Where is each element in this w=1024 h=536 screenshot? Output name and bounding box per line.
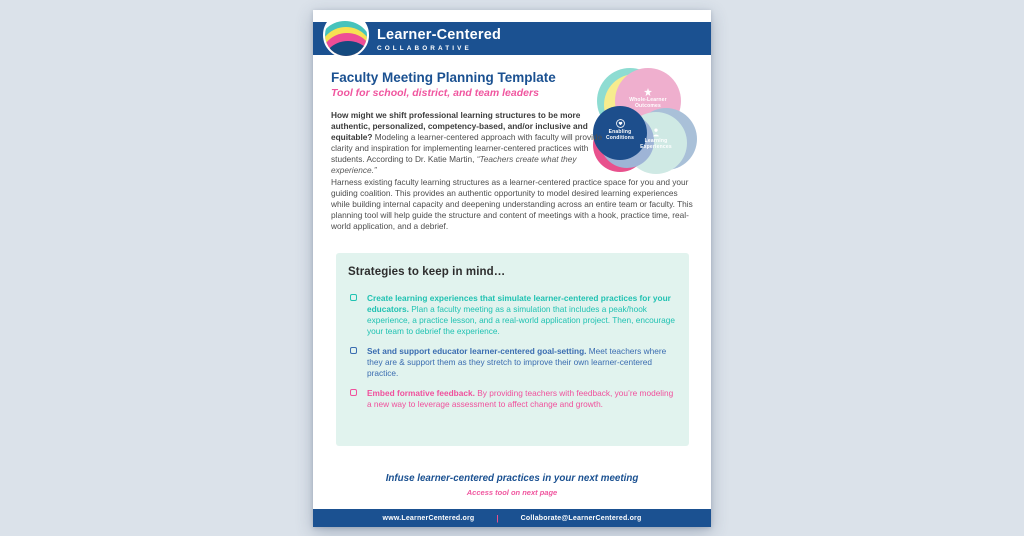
cta-subline: Access tool on next page (466, 488, 558, 497)
brand-name: Learner-Centered (377, 27, 502, 43)
brand-wordmark (377, 28, 501, 52)
page-title: Faculty Meeting Planning Template (331, 70, 556, 85)
strategy-text: Embed formative feedback. By providing teachers with feedback, you’re modeling a new way to leverage assessment to affect change and growth. (367, 387, 674, 409)
strategy-text: Create learning experiences that simulate learner-centered practices for your educators. Plan a faculty meeting as a simulation that includes a peak/hook experience, a practice lesson, and a real-world application project. Then, encourage your team to debrief the experience. (367, 293, 675, 336)
intro-body: Modeling a learner-centered approach with faculty will provide clarity and inspiration for implementing learner-centered practices with students. According to Dr. Katie Martin, (331, 132, 603, 165)
learner-centered-logo-icon (323, 12, 369, 58)
star-icon (644, 88, 652, 96)
strategies-box (336, 253, 689, 446)
venn-label-outcomes: Whole-Learner Outcomes (615, 88, 681, 110)
intro-question: How might we shift professional learning structures to be more authentic, personalized, competency-based, and/or inclusive and equitable? (331, 110, 588, 143)
strategies-list (348, 293, 679, 418)
checkbox-icon (350, 294, 357, 301)
strategy-text: Set and support educator learner-centered goal-setting. Meet teachers where they are & support them as they stretch to improve their own learner-centered practice. (367, 345, 667, 378)
footer-divider: | (496, 513, 499, 523)
document-page (313, 10, 711, 527)
cta-line: Infuse learner-centered practices in your next meeting (385, 473, 639, 484)
header-bar (313, 22, 711, 55)
hands-heart-icon (616, 119, 625, 128)
intro-paragraph (331, 110, 611, 176)
strategy-item-feedback (348, 388, 679, 410)
second-paragraph: Harness existing faculty learning structures as a learner-centered practice space for you and your guiding coalition. This provides an authentic opportunity to model desired learning experiences while building internal capacity and deepening understanding across an entire team or faculty. This planning tool will help guide the structure and content of meetings with a hook, practice time, real-world application, and a debrief. (331, 177, 693, 232)
strategies-heading: Strategies to keep in mind… (348, 266, 506, 278)
website-link[interactable]: www.LearnerCentered.org (382, 514, 475, 522)
strategy-item-simulate (348, 293, 679, 337)
venn-label-conditions: Enabling Conditions (593, 119, 647, 142)
intro-quote: “Teachers create what they experience.” (331, 154, 577, 176)
checkbox-icon (350, 389, 357, 396)
checkbox-icon (350, 347, 357, 354)
page-subtitle: Tool for school, district, and team leaders (331, 87, 539, 99)
person-icon (652, 128, 660, 137)
email-link[interactable]: Collaborate@LearnerCentered.org (520, 514, 642, 522)
footer-bar (313, 509, 711, 527)
strategy-item-goal-setting (348, 346, 679, 379)
brand-subtitle: COLLABORATIVE (377, 44, 472, 52)
venn-label-experiences: Learning Experiences (625, 128, 687, 151)
